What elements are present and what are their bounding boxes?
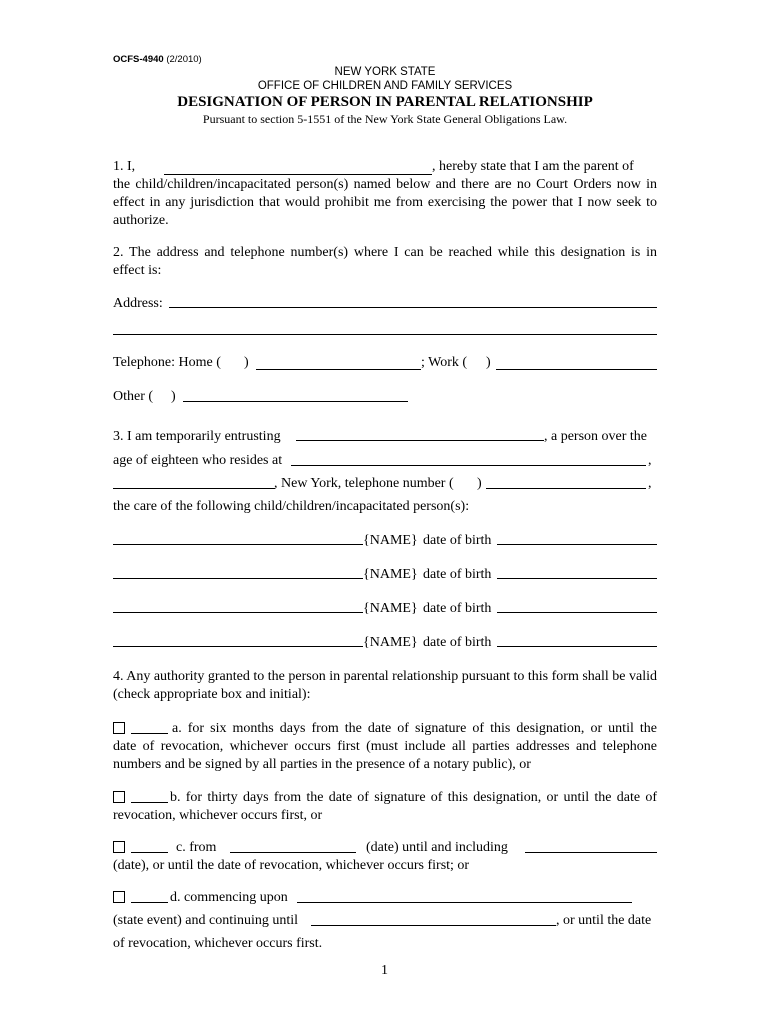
option-c-to-date-field[interactable] — [525, 852, 657, 853]
child-name-field-4[interactable] — [113, 646, 363, 647]
child-name-label-1: {NAME} — [363, 533, 418, 548]
section2-text: 2. The address and telephone number(s) where I can be reached while this designation is in effect is: — [113, 245, 657, 278]
child-name-field-1[interactable] — [113, 544, 363, 545]
form-subtitle: Pursuant to section 5-1551 of the New York State General Obligations Law. — [202, 112, 568, 126]
option-c-text: (date), or until the date of revocation, whichever occurs first; or — [113, 858, 470, 873]
option-d-until: , or until the date — [556, 913, 652, 928]
option-a-first: a. for six months days from the date of signature of this designation, or until the — [172, 721, 657, 736]
option-c-checkbox[interactable] — [113, 841, 125, 853]
child-name-field-2[interactable] — [113, 578, 363, 579]
option-d-event-field[interactable] — [297, 902, 632, 903]
option-c-initial-field[interactable] — [131, 852, 168, 853]
tel-home-paren: ) — [244, 355, 249, 370]
option-a-initial-field[interactable] — [131, 733, 168, 734]
ny-tel-label: , New York, telephone number ( — [274, 476, 454, 491]
section4-text: 4. Any authority granted to the person in parental relationship pursuant to this form shall be valid (check appropriate box and initial): — [113, 669, 657, 702]
section1-mid: , hereby state that I am the parent of — [432, 159, 634, 174]
person-over-text: , a person over the — [544, 429, 648, 444]
child-dob-label-1: date of birth — [423, 533, 492, 548]
care-label: the care of the following child/children/incapacitated person(s): — [113, 499, 470, 514]
address-field-1[interactable] — [169, 307, 657, 308]
option-b-checkbox[interactable] — [113, 791, 125, 803]
option-b-first: b. for thirty days from the date of signature of this designation, or until the date of — [170, 790, 657, 805]
designee-city-field[interactable] — [113, 488, 275, 489]
child-dob-label-2: date of birth — [423, 567, 492, 582]
child-name-label-4: {NAME} — [363, 635, 418, 650]
section1-text: the child/children/incapacitated person(s) named below and there are no Court Orders now in effect in any jurisdiction that would prohibit me from exercising the power that I now seek to authorize. — [113, 177, 657, 228]
option-b-text: revocation, whichever occurs first, or — [113, 808, 323, 823]
tel-other-field[interactable] — [183, 401, 408, 402]
office-name: OFFICE OF CHILDREN AND FAMILY SERVICES — [257, 80, 513, 92]
child-name-label-3: {NAME} — [363, 601, 418, 616]
entrusting-label: 3. I am temporarily entrusting — [113, 429, 281, 444]
tel-home-label: Telephone: Home ( — [113, 355, 221, 370]
option-d-label: d. commencing upon — [170, 890, 288, 905]
option-d-text: of revocation, whichever occurs first. — [113, 936, 323, 951]
option-c-date: (date) until and including — [366, 840, 508, 855]
child-dob-field-2[interactable] — [497, 578, 657, 579]
option-c-from: c. from — [176, 840, 217, 855]
child-dob-field-1[interactable] — [497, 544, 657, 545]
child-name-label-2: {NAME} — [363, 567, 418, 582]
option-a-text: date of revocation, whichever occurs first (must include all parties addresses and telephone numbers and be signed by all parties in the presence of a notary public), or — [113, 739, 657, 772]
ny-tel-paren: ) — [477, 476, 482, 491]
option-d-initial-field[interactable] — [131, 902, 168, 903]
designee-phone-field[interactable] — [486, 488, 646, 489]
state-name: NEW YORK STATE — [334, 66, 436, 78]
ny-tel-comma: , — [648, 476, 652, 491]
address-label: Address: — [113, 296, 163, 311]
resides-label: age of eighteen who resides at — [113, 453, 283, 468]
form-code: OCFS-4940 — [113, 54, 164, 65]
child-dob-label-3: date of birth — [423, 601, 492, 616]
tel-other-label: Other ( — [113, 389, 154, 404]
option-d-state: (state event) and continuing until — [113, 913, 299, 928]
child-name-field-3[interactable] — [113, 612, 363, 613]
tel-home-field[interactable] — [256, 369, 421, 370]
form-title: DESIGNATION OF PERSON IN PARENTAL RELATIONSHIP — [177, 94, 593, 110]
section1-prefix: 1. I, — [113, 159, 136, 174]
parent-name-field[interactable] — [164, 174, 432, 175]
option-c-from-date-field[interactable] — [230, 852, 356, 853]
address-field-2[interactable] — [113, 334, 657, 335]
resides-comma: , — [648, 453, 652, 468]
designee-name-field[interactable] — [296, 440, 544, 441]
form-revision: (2/2010) — [166, 54, 202, 65]
tel-work-field[interactable] — [496, 369, 657, 370]
option-d-checkbox[interactable] — [113, 891, 125, 903]
option-b-initial-field[interactable] — [131, 802, 168, 803]
child-dob-field-4[interactable] — [497, 646, 657, 647]
option-d-until-field[interactable] — [311, 925, 556, 926]
tel-work-paren: ) — [486, 355, 491, 370]
designee-address-field[interactable] — [291, 465, 646, 466]
tel-other-paren: ) — [171, 389, 176, 404]
page-number: 1 — [381, 963, 388, 978]
option-a-checkbox[interactable] — [113, 722, 125, 734]
tel-work-label: ; Work ( — [421, 355, 468, 370]
form-code-line — [113, 54, 202, 65]
child-dob-field-3[interactable] — [497, 612, 657, 613]
child-dob-label-4: date of birth — [423, 635, 492, 650]
